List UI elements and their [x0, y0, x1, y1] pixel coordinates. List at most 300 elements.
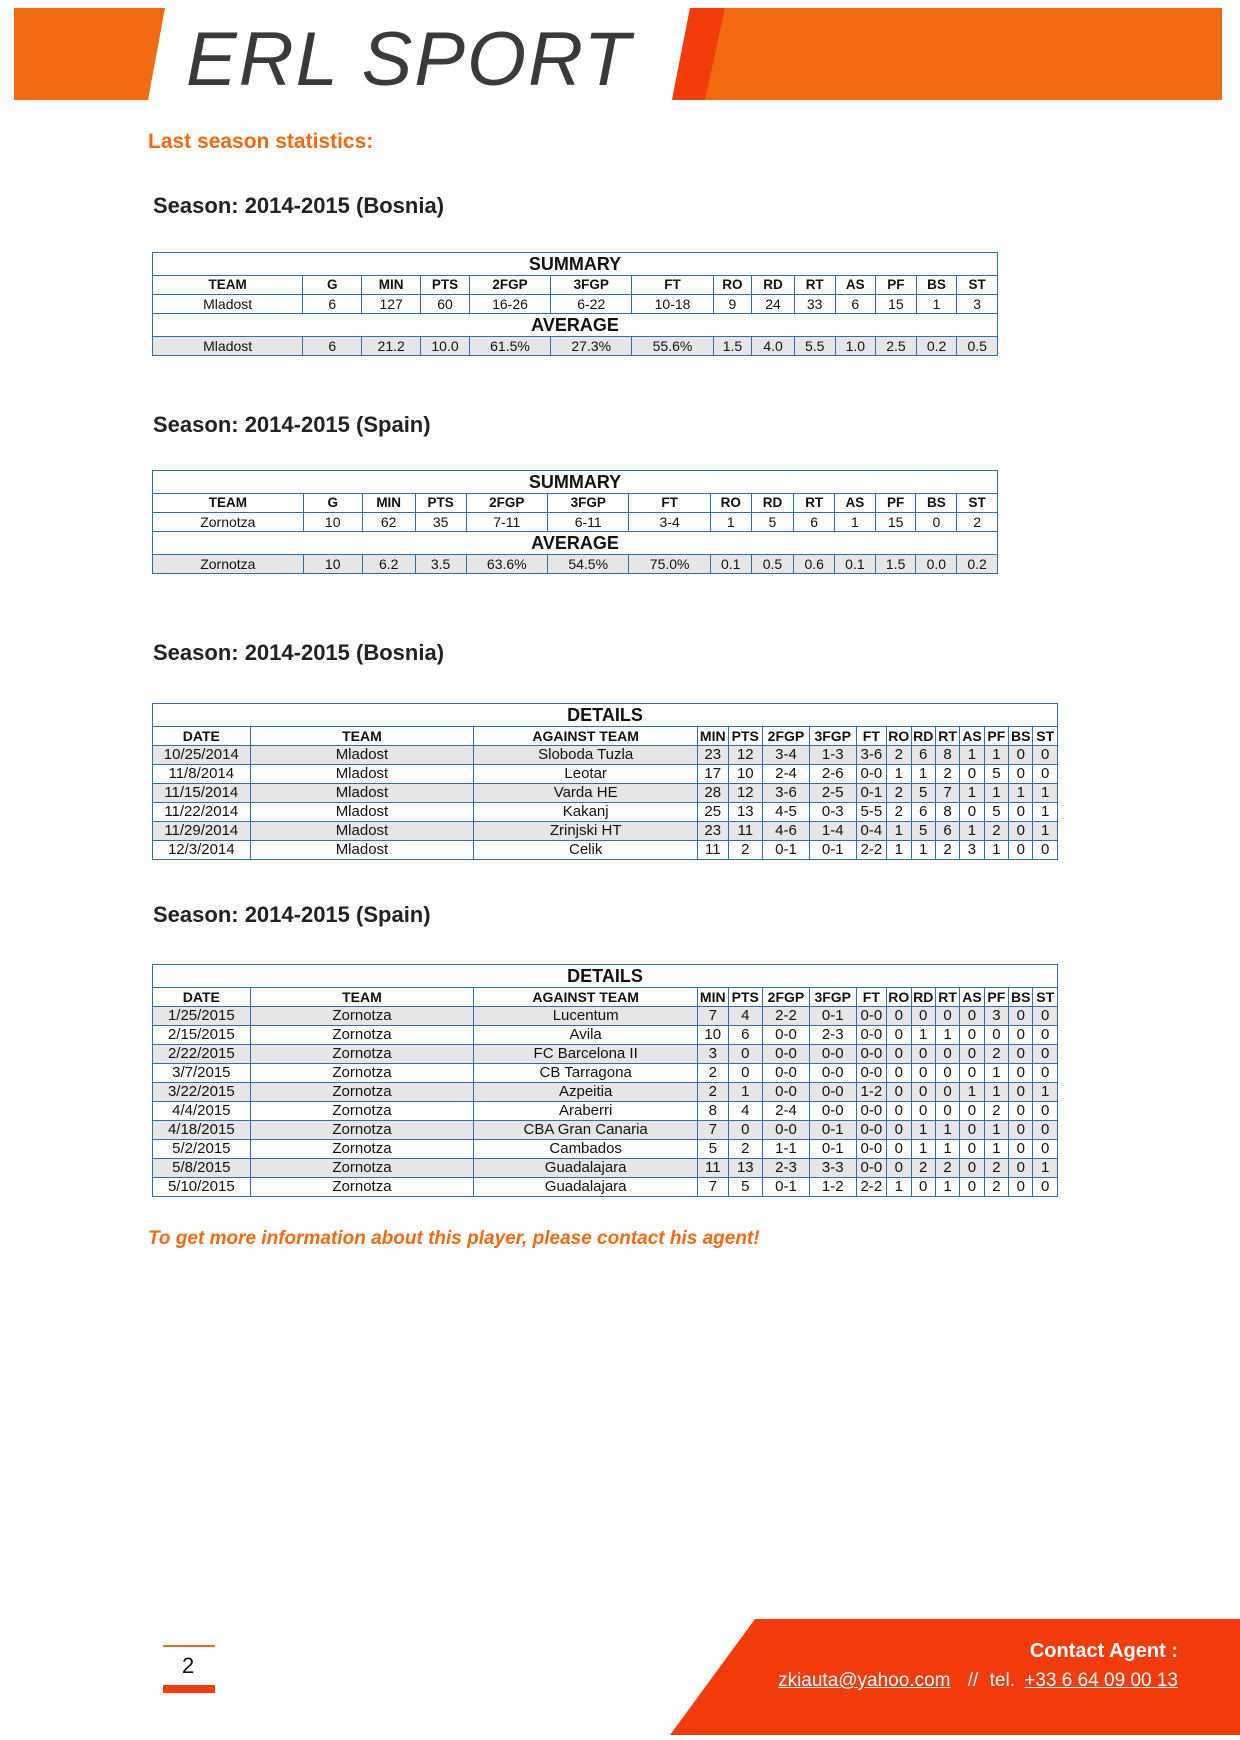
cell: 12/3/2014	[153, 841, 251, 860]
cell: AS	[835, 494, 876, 513]
table-row	[153, 1178, 1058, 1197]
cell: 0-0	[809, 1102, 856, 1121]
details-header-row	[153, 988, 1058, 1007]
cell: 0.5	[751, 555, 794, 574]
cell: 1	[1033, 822, 1058, 841]
cell: 0	[984, 1026, 1008, 1045]
cell: PF	[984, 727, 1008, 746]
cell: AGAINST TEAM	[474, 727, 698, 746]
cell: RD	[911, 988, 935, 1007]
cell: Zornotza	[153, 513, 304, 532]
cell: 17	[698, 765, 729, 784]
header-banner	[0, 0, 1240, 110]
cell: 1.5	[875, 555, 916, 574]
cell: Mladost	[250, 746, 474, 765]
table-row	[153, 1026, 1058, 1045]
cell: 2/15/2015	[153, 1026, 251, 1045]
cell: 11/8/2014	[153, 765, 251, 784]
cell: 0.1	[835, 555, 876, 574]
table-row	[153, 1064, 1058, 1083]
header-left-band	[14, 8, 165, 100]
cell: 11/22/2014	[153, 803, 251, 822]
contact-agent-details	[778, 1670, 1178, 1692]
cell: 0	[935, 1083, 959, 1102]
cell: 0-0	[809, 1083, 856, 1102]
cell: MIN	[698, 988, 729, 1007]
cell: 7	[698, 1007, 729, 1026]
cell: 2FGP	[763, 727, 810, 746]
cell: 6-11	[547, 513, 628, 532]
cell: 33	[794, 295, 835, 314]
cell: 1	[984, 1140, 1008, 1159]
cell: Lucentum	[474, 1007, 698, 1026]
cell: 55.6%	[632, 337, 713, 356]
cell: FT	[856, 988, 887, 1007]
cell: 7-11	[466, 513, 547, 532]
cell: 12	[728, 784, 763, 803]
cell: 1	[984, 1121, 1008, 1140]
cell: 0	[887, 1083, 911, 1102]
cell: Mladost	[250, 784, 474, 803]
cell: 11	[698, 1159, 729, 1178]
cell: 2	[887, 784, 911, 803]
cell: 3-4	[763, 746, 810, 765]
cell: 2-2	[763, 1007, 810, 1026]
cell: 0-1	[763, 841, 810, 860]
cell: 27.3%	[551, 337, 632, 356]
cell: 2.5	[876, 337, 917, 356]
cell: FT	[856, 727, 887, 746]
table-row	[153, 784, 1058, 803]
cell: 1	[916, 295, 957, 314]
cell: 0-0	[856, 1045, 887, 1064]
cell: 63.6%	[466, 555, 547, 574]
cell: 2-2	[856, 841, 887, 860]
cell: Zornotza	[153, 555, 304, 574]
cell: 7	[935, 784, 959, 803]
cell: 9	[713, 295, 752, 314]
cell: 0	[1033, 746, 1058, 765]
table-row	[153, 1045, 1058, 1064]
cell: 6	[835, 295, 876, 314]
cell: 24	[752, 295, 795, 314]
cell: 0	[887, 1102, 911, 1121]
cell: 3/22/2015	[153, 1083, 251, 1102]
cell: 6	[935, 822, 959, 841]
cell: 1.0	[835, 337, 876, 356]
cell: 2-3	[809, 1026, 856, 1045]
cell: 1	[984, 746, 1008, 765]
cell: BS	[1009, 727, 1033, 746]
details-header-row	[153, 727, 1058, 746]
season-title-details-spain: Season: 2014-2015 (Spain)	[153, 902, 431, 927]
cell: 0	[1033, 1121, 1058, 1140]
cell: AS	[835, 276, 876, 295]
cell: 2-4	[763, 1102, 810, 1121]
cell: 4	[728, 1007, 763, 1026]
cell: BS	[916, 276, 957, 295]
details-table-spain	[152, 964, 1058, 1197]
cell: 21.2	[362, 337, 421, 356]
cell: 0	[1009, 746, 1033, 765]
agent-email-link[interactable]: zkiauta@yahoo.com	[778, 1670, 951, 1691]
cell: 1	[911, 765, 935, 784]
cell: 25	[698, 803, 729, 822]
cell: 0-4	[856, 822, 887, 841]
cell: 12	[728, 746, 763, 765]
cell: 5	[911, 784, 935, 803]
page-number-bottom-rule	[163, 1685, 215, 1693]
cell: 3	[960, 841, 984, 860]
cell: 1	[935, 1026, 959, 1045]
cell: 0	[960, 1140, 984, 1159]
summary-row	[153, 513, 998, 532]
cell: 0	[1009, 1159, 1033, 1178]
cell: CB Tarragona	[474, 1064, 698, 1083]
cell: 0	[1009, 1007, 1033, 1026]
cell: 1	[960, 784, 984, 803]
cell: 5	[751, 513, 794, 532]
cell: Zrinjski HT	[474, 822, 698, 841]
cell: Zornotza	[250, 1083, 474, 1102]
summary-header-row	[153, 276, 998, 295]
cell: 0-1	[809, 841, 856, 860]
cell: RT	[794, 494, 835, 513]
cell: 2	[935, 765, 959, 784]
cell: 1-2	[856, 1083, 887, 1102]
cell: 0	[1009, 1064, 1033, 1083]
cell: 0	[960, 1178, 984, 1197]
cell: 0	[887, 1064, 911, 1083]
cell: 11/15/2014	[153, 784, 251, 803]
cell: RT	[935, 727, 959, 746]
cell: 4-5	[763, 803, 810, 822]
cell: 2	[728, 1140, 763, 1159]
cell: 1	[935, 1121, 959, 1140]
page-number-top-rule	[163, 1645, 215, 1647]
cell: 0	[1033, 765, 1058, 784]
cell: Kakanj	[474, 803, 698, 822]
cell: 6	[728, 1026, 763, 1045]
cell: 0-0	[856, 1102, 887, 1121]
cell: 10.0	[421, 337, 470, 356]
cell: Avila	[474, 1026, 698, 1045]
summary-table-bosnia	[152, 252, 998, 356]
cell: 0-0	[856, 1026, 887, 1045]
cell: 0	[1009, 803, 1033, 822]
table-row	[153, 765, 1058, 784]
cell: 2	[935, 1159, 959, 1178]
cell: 5	[698, 1140, 729, 1159]
cell: RD	[751, 494, 794, 513]
cell: 7	[698, 1121, 729, 1140]
cell: 0-3	[809, 803, 856, 822]
cell: Guadalajara	[474, 1178, 698, 1197]
cell: 11	[728, 822, 763, 841]
cell: 0-0	[763, 1064, 810, 1083]
cell: 0.5	[957, 337, 998, 356]
details-body	[153, 1007, 1058, 1197]
cell: RO	[888, 989, 910, 1005]
cell: 0	[935, 1045, 959, 1064]
cell: 0	[960, 1159, 984, 1178]
cell: 4-6	[763, 822, 810, 841]
cell: 4.0	[752, 337, 795, 356]
cell: 11	[698, 841, 729, 860]
cell: MIN	[362, 494, 415, 513]
cell: 1	[887, 765, 911, 784]
cell: 1.5	[713, 337, 752, 356]
cell: 8	[935, 803, 959, 822]
cell: 2	[984, 1178, 1008, 1197]
cell: 8	[698, 1102, 729, 1121]
cell: 2/22/2015	[153, 1045, 251, 1064]
cell: 1	[960, 746, 984, 765]
cell: 0	[728, 1045, 763, 1064]
cell: 0-0	[856, 765, 887, 784]
cell: 2-6	[809, 765, 856, 784]
cell: 6	[794, 513, 835, 532]
cell: ST	[1033, 727, 1058, 746]
cell: 0	[960, 1026, 984, 1045]
cell: TEAM	[250, 727, 474, 746]
average-caption: AVERAGE	[153, 532, 998, 555]
cell: 0-0	[763, 1121, 810, 1140]
cell: Araberri	[474, 1102, 698, 1121]
cell: 0-0	[763, 1045, 810, 1064]
cell: 0	[887, 1159, 911, 1178]
cell: 1	[835, 513, 876, 532]
cell: 1	[887, 822, 911, 841]
average-caption: AVERAGE	[153, 314, 998, 337]
cell: PTS	[421, 276, 470, 295]
cell: 7	[698, 1178, 729, 1197]
cell: 0	[1009, 1045, 1033, 1064]
cell: 0-0	[856, 1140, 887, 1159]
cell: 2FGP	[466, 494, 547, 513]
cell: RD	[752, 276, 795, 295]
cell: Mladost	[250, 841, 474, 860]
cell: 1	[710, 513, 751, 532]
table-row	[153, 1159, 1058, 1178]
cell: 11/29/2014	[153, 822, 251, 841]
cell: 2	[984, 1159, 1008, 1178]
cell: 0.2	[957, 555, 998, 574]
cell: 35	[415, 513, 466, 532]
cell: 0	[960, 765, 984, 784]
cell: Zornotza	[250, 1064, 474, 1083]
cell: Mladost	[153, 337, 303, 356]
cell: 0	[960, 803, 984, 822]
cell: G	[303, 276, 362, 295]
cell: 0-0	[809, 1064, 856, 1083]
cell: 1	[887, 841, 911, 860]
cell: 0	[887, 1121, 911, 1140]
cell: 3/7/2015	[153, 1064, 251, 1083]
cell: 0	[911, 1178, 935, 1197]
cell: 8	[935, 746, 959, 765]
cell: 0	[887, 1007, 911, 1026]
season-title-summary-spain: Season: 2014-2015 (Spain)	[153, 412, 431, 437]
cell: 0	[1033, 1026, 1058, 1045]
cell: 1	[911, 1140, 935, 1159]
contact-note: To get more information about this player, please contact his agent!	[148, 1228, 760, 1249]
cell: PTS	[728, 727, 763, 746]
cell: 0-0	[856, 1121, 887, 1140]
cell: RD	[911, 727, 935, 746]
contact-separator: //	[967, 1670, 979, 1691]
cell: MIN	[362, 276, 421, 295]
cell: 28	[698, 784, 729, 803]
agent-phone-link[interactable]: +33 6 64 09 00 13	[1024, 1670, 1178, 1691]
table-row	[153, 822, 1058, 841]
cell: 60	[421, 295, 470, 314]
cell: 0-0	[856, 1007, 887, 1026]
cell: Zornotza	[250, 1140, 474, 1159]
cell: 0	[1033, 1007, 1058, 1026]
cell: 1	[911, 1026, 935, 1045]
details-caption: DETAILS	[153, 965, 1058, 988]
cell: FT	[632, 276, 713, 295]
cell: 5	[728, 1178, 763, 1197]
cell: 4/18/2015	[153, 1121, 251, 1140]
cell: 0	[1009, 1083, 1033, 1102]
cell: Zornotza	[250, 1121, 474, 1140]
cell: Zornotza	[250, 1159, 474, 1178]
cell: RT	[935, 988, 959, 1007]
cell: 0	[935, 1064, 959, 1083]
cell: 10	[698, 1026, 729, 1045]
page-number: 2	[182, 1653, 195, 1678]
cell: 0	[1033, 841, 1058, 860]
cell: FT	[629, 494, 710, 513]
cell: 2	[698, 1083, 729, 1102]
cell: 0	[911, 1083, 935, 1102]
cell: 0	[911, 1064, 935, 1083]
cell: 1	[911, 841, 935, 860]
cell: 5/8/2015	[153, 1159, 251, 1178]
cell: 0	[960, 1007, 984, 1026]
cell: 3-3	[809, 1159, 856, 1178]
cell: 10	[303, 513, 362, 532]
cell: 1-4	[809, 822, 856, 841]
cell: 3-4	[629, 513, 710, 532]
cell: Varda HE	[474, 784, 698, 803]
cell: 1	[960, 822, 984, 841]
cell: 2FGP	[469, 276, 550, 295]
cell: 3FGP	[809, 727, 856, 746]
cell: 4/4/2015	[153, 1102, 251, 1121]
cell: 0-1	[809, 1007, 856, 1026]
cell: 0-1	[809, 1121, 856, 1140]
cell: 2	[984, 1102, 1008, 1121]
cell: 3	[957, 295, 998, 314]
cell: 0	[1009, 765, 1033, 784]
cell: RO	[888, 728, 910, 744]
cell: 15	[876, 295, 917, 314]
cell: 0	[916, 513, 957, 532]
cell: 0-0	[856, 1064, 887, 1083]
cell: RT	[794, 276, 835, 295]
cell: PTS	[728, 988, 763, 1007]
table-row	[153, 841, 1058, 860]
cell: PF	[984, 988, 1008, 1007]
cell: 2-5	[809, 784, 856, 803]
cell: 0	[887, 1140, 911, 1159]
details-caption: DETAILS	[153, 704, 1058, 727]
cell: Cambados	[474, 1140, 698, 1159]
cell: 0	[1009, 822, 1033, 841]
cell: TEAM	[250, 988, 474, 1007]
cell: Mladost	[250, 803, 474, 822]
contact-agent-label: Contact Agent :	[1029, 1640, 1178, 1662]
cell: 2-4	[763, 765, 810, 784]
cell: 1-3	[809, 746, 856, 765]
cell: 10/25/2014	[153, 746, 251, 765]
cell: FC Barcelona II	[474, 1045, 698, 1064]
cell: PF	[875, 494, 916, 513]
cell: 0	[1033, 1102, 1058, 1121]
cell: 2	[984, 1045, 1008, 1064]
cell: TEAM	[153, 494, 304, 513]
cell: Zornotza	[250, 1178, 474, 1197]
cell: PTS	[415, 494, 466, 513]
cell: 0	[960, 1121, 984, 1140]
cell: 3	[698, 1045, 729, 1064]
logo: ERL SPORT	[186, 17, 633, 102]
cell: 1	[935, 1178, 959, 1197]
cell: 1	[1009, 784, 1033, 803]
cell: 0	[960, 1064, 984, 1083]
summary-caption: SUMMARY	[153, 471, 998, 494]
table-row	[153, 746, 1058, 765]
cell: Celik	[474, 841, 698, 860]
cell: MIN	[698, 727, 729, 746]
cell: 2	[887, 803, 911, 822]
cell: 0	[728, 1064, 763, 1083]
cell: 10	[303, 555, 362, 574]
cell: PF	[876, 276, 917, 295]
cell: 6	[303, 295, 362, 314]
cell: BS	[1009, 988, 1033, 1007]
cell: 2	[887, 746, 911, 765]
average-row	[153, 555, 998, 574]
cell: 0	[911, 1007, 935, 1026]
cell: 10	[728, 765, 763, 784]
table-row	[153, 1083, 1058, 1102]
cell: 54.5%	[547, 555, 628, 574]
cell: 5	[984, 803, 1008, 822]
cell: 6	[911, 803, 935, 822]
cell: 0	[887, 1045, 911, 1064]
cell: Sloboda Tuzla	[474, 746, 698, 765]
cell: Leotar	[474, 765, 698, 784]
cell: 0	[935, 1102, 959, 1121]
cell: 0	[960, 1102, 984, 1121]
cell: 1	[984, 1064, 1008, 1083]
cell: 0	[935, 1007, 959, 1026]
cell: 2	[984, 822, 1008, 841]
cell: Zornotza	[250, 1007, 474, 1026]
cell: 1	[1033, 1083, 1058, 1102]
details-body	[153, 746, 1058, 860]
table-row	[153, 1102, 1058, 1121]
details-table-bosnia	[152, 703, 1058, 860]
cell: 0	[1033, 1064, 1058, 1083]
cell: 3	[984, 1007, 1008, 1026]
cell: 5/10/2015	[153, 1178, 251, 1197]
cell: 1	[984, 784, 1008, 803]
